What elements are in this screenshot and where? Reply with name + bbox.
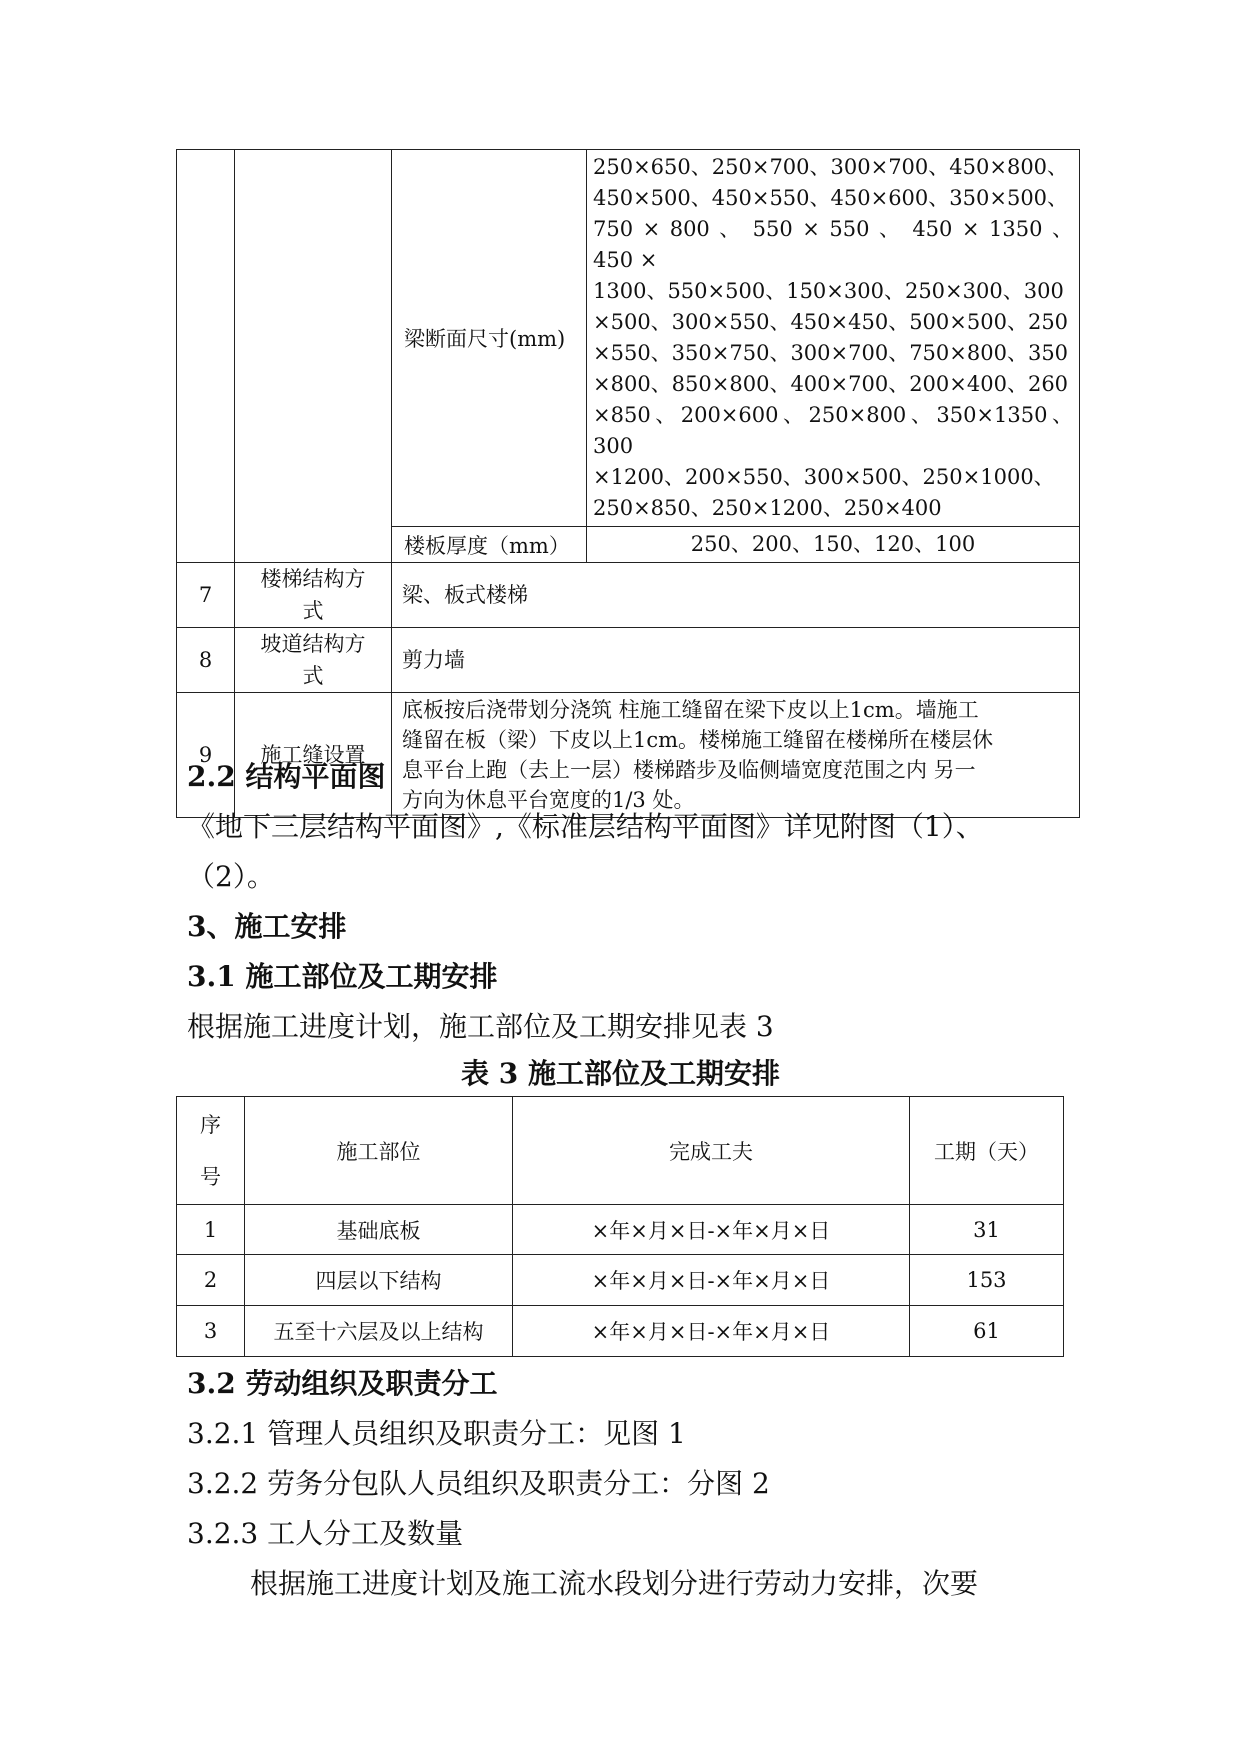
beam-size-line: 250×650、250×700、300×700、450×800、 <box>593 155 1069 179</box>
cell-time: ×年×月×日-×年×月×日 <box>513 1306 910 1357</box>
row-value-line: 息平台上跑（去上一层）楼梯踏步及临侧墙宽度范围之内 另一 <box>402 758 976 782</box>
row-number: 7 <box>177 563 235 628</box>
row-item <box>235 628 392 693</box>
row-value <box>392 628 1080 693</box>
section-3-2-2: 3.2.2 劳务分包队人员组织及职责分工：分图 2 <box>187 1467 770 1500</box>
table-row <box>177 1205 1064 1255</box>
cell-seq: 3 <box>177 1306 245 1357</box>
slab-thickness-label: 楼板厚度（mm） <box>392 527 587 563</box>
beam-size-line: 1300、550×500、150×300、250×300、300 <box>593 279 1064 303</box>
beam-size-line: 250×850、250×1200、250×400 <box>593 496 942 520</box>
beam-size-line: 750 × 800 、 550 × 550 、 450 × 1350 、 450 × <box>593 217 1073 272</box>
header-seq <box>177 1097 245 1205</box>
table-cell-empty <box>235 150 392 563</box>
schedule-table <box>176 1096 1064 1357</box>
row-number: 9 <box>177 693 235 818</box>
row-value <box>392 693 1080 818</box>
cell-days: 61 <box>910 1306 1064 1357</box>
table-cell-empty <box>177 150 235 563</box>
header-seq-line: 号 <box>200 1164 221 1189</box>
row-item-line: 施工缝设置 <box>260 743 366 767</box>
beam-size-line: ×550、350×750、300×700、750×800、350 <box>593 341 1069 365</box>
row-item-line: 式 <box>302 664 324 688</box>
section-2-2-text-line: 《地下三层结构平面图》,《标准层结构平面图》详见附图（1）、 <box>187 810 984 843</box>
row-number: 8 <box>177 628 235 693</box>
row-value-line: 梁、板式楼梯 <box>402 583 528 607</box>
beam-size-values <box>587 150 1080 527</box>
section-2-2-text-line: （2）。 <box>187 860 275 893</box>
slab-thickness-values: 250、200、150、120、100 <box>587 527 1080 563</box>
row-value-line: 底板按后浇带划分浇筑 柱施工缝留在梁下皮以上1cm。墙施工 <box>402 698 979 722</box>
section-heading-2-2: 2.2 结构平面图 <box>187 760 386 793</box>
header-days: 工期（天） <box>910 1097 1064 1205</box>
section-3-2-1: 3.2.1 管理人员组织及职责分工：见图 1 <box>187 1417 686 1450</box>
header-seq-line: 序 <box>200 1112 221 1137</box>
row-value-line: 方向为休息平台宽度的1/3 处。 <box>402 788 695 812</box>
table-row <box>177 563 1080 628</box>
row-value-line: 缝留在板（梁）下皮以上1cm。楼梯施工缝留在楼梯所在楼层休 <box>402 728 994 752</box>
beam-size-line: ×1200、200×550、300×500、250×1000、 <box>593 465 1055 489</box>
beam-size-line: ×800、850×800、400×700、200×400、260 <box>593 372 1069 396</box>
row-item-line: 坡道结构方 <box>260 632 366 656</box>
section-3-1-text: 根据施工进度计划，施工部位及工期安排见表 3 <box>187 1010 774 1043</box>
section-3-2-3: 3.2.3 工人分工及数量 <box>187 1517 464 1550</box>
cell-part: 五至十六层及以上结构 <box>245 1306 513 1357</box>
header-part: 施工部位 <box>245 1097 513 1205</box>
beam-size-label: 梁断面尺寸(mm) <box>392 150 587 527</box>
cell-time: ×年×月×日-×年×月×日 <box>513 1205 910 1255</box>
row-item-line: 式 <box>302 599 324 623</box>
section-3-2-3-paragraph: 根据施工进度计划及施工流水段划分进行劳动力安排，次要 <box>250 1567 979 1600</box>
header-time: 完成工夫 <box>513 1097 910 1205</box>
section-heading-3-2: 3.2 劳动组织及职责分工 <box>187 1367 498 1400</box>
row-item-line: 楼梯结构方 <box>260 567 366 591</box>
table-row <box>177 1306 1064 1357</box>
cell-time: ×年×月×日-×年×月×日 <box>513 1255 910 1306</box>
beam-size-line: ×500、300×550、450×450、500×500、250 <box>593 310 1069 334</box>
cell-seq: 1 <box>177 1205 245 1255</box>
table-row <box>177 1255 1064 1306</box>
table-row <box>177 628 1080 693</box>
row-value <box>392 563 1080 628</box>
table-header-row <box>177 1097 1064 1205</box>
structure-summary-table <box>176 149 1080 818</box>
table-row <box>177 150 1080 527</box>
cell-part: 四层以下结构 <box>245 1255 513 1306</box>
cell-days: 31 <box>910 1205 1064 1255</box>
cell-days: 153 <box>910 1255 1064 1306</box>
cell-seq: 2 <box>177 1255 245 1306</box>
section-heading-3: 3、施工安排 <box>187 910 347 943</box>
cell-part: 基础底板 <box>245 1205 513 1255</box>
table-caption: 表 3 施工部位及工期安排 <box>461 1057 780 1090</box>
beam-size-line: ×850、200×600、250×800、350×1350、300 <box>593 403 1073 458</box>
row-value-line: 剪力墙 <box>402 648 465 672</box>
row-item <box>235 563 392 628</box>
section-heading-3-1: 3.1 施工部位及工期安排 <box>187 960 498 993</box>
beam-size-line: 450×500、450×550、450×600、350×500、 <box>593 186 1069 210</box>
